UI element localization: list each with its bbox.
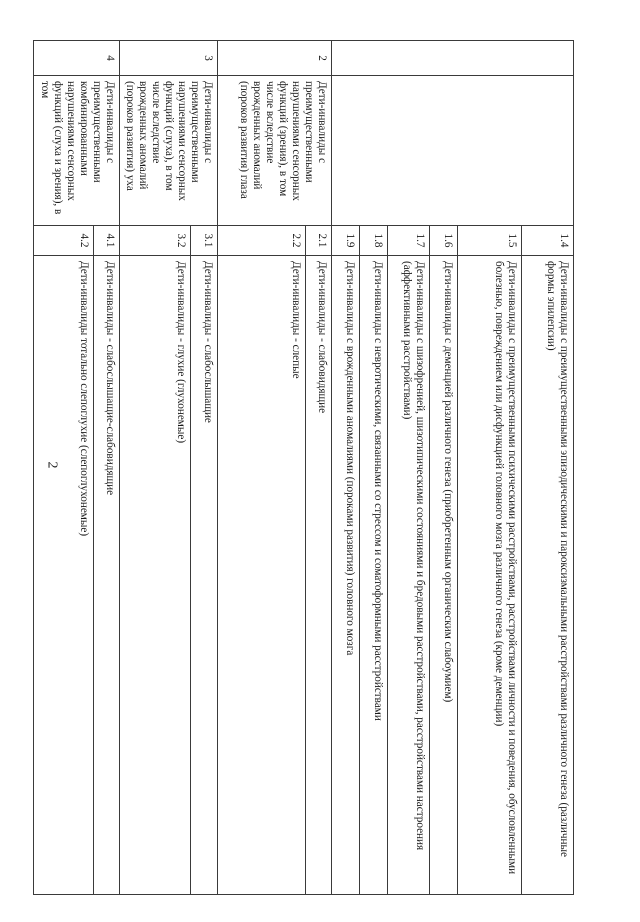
subcategory-number: 2.1 bbox=[306, 226, 332, 256]
group-category-cell: Дети-инвалиды с преимущественными комбинированными нарушениями сенсорных функций (слуха и зрения), в том bbox=[34, 76, 120, 226]
subcategory-description: Дети-инвалиды тотально слепоглухие (слепоглухонемые) bbox=[34, 256, 94, 895]
table-row bbox=[190, 41, 217, 895]
group-number-cell: 4 bbox=[34, 41, 120, 76]
group-category-cell: Дети-инвалиды с преимущественными нарушениями сенсорных функций (зрения), в том числе вследствие врожденных аномалий (пороков развития) глаза bbox=[218, 76, 332, 226]
table-row bbox=[306, 41, 332, 895]
subcategory-description: Дети-инвалиды с преимущественными эпизодическими и пароксизмальными расстройствами различного генеза (различные формы эпилепсии) bbox=[522, 256, 574, 895]
subcategory-description: Дети-инвалиды с невротическими, связанными со стрессом и соматоформными расстройствами bbox=[360, 256, 388, 895]
subcategory-description: Дети-инвалиды - глухие (глухонемые) bbox=[120, 256, 191, 895]
subcategory-description: Дети-инвалиды с деменцией различного генеза (приобретенным органическим слабоумием) bbox=[430, 256, 458, 895]
group-number-cell bbox=[332, 41, 574, 76]
subcategory-number: 2.2 bbox=[218, 226, 306, 256]
table-row bbox=[94, 41, 120, 895]
table-row bbox=[522, 41, 574, 895]
subcategory-number: 3.1 bbox=[190, 226, 217, 256]
subcategory-description: Дети-инвалиды с врожденными аномалиями (пороками развития) головного мозга bbox=[332, 256, 360, 895]
group-category-cell bbox=[332, 76, 574, 226]
rotated-page-content bbox=[39, 40, 574, 894]
subcategory-number: 1.4 bbox=[522, 226, 574, 256]
subcategory-number: 1.8 bbox=[360, 226, 388, 256]
subcategory-description: Дети-инвалиды с преимущественными психическими расстройствами, расстройствами личности и поведения, обусловленными болезнью, повреждением или дисфункцией головного мозга различного генеза (кроме деменции) bbox=[458, 256, 522, 895]
page-number: 2 bbox=[44, 461, 60, 469]
subcategory-number: 1.9 bbox=[332, 226, 360, 256]
subcategory-description: Дети-инвалиды - слабослышащие bbox=[190, 256, 217, 895]
subcategory-description: Дети-инвалиды - слабовидящие bbox=[306, 256, 332, 895]
group-category-cell: Дети-инвалиды с преимущественными нарушениями сенсорных функций (слуха), в том числе вследствие врожденных аномалий (пороков развития) уха bbox=[120, 76, 218, 226]
subcategory-number: 1.6 bbox=[430, 226, 458, 256]
subcategory-number: 3.2 bbox=[120, 226, 191, 256]
subcategory-description: Дети-инвалиды - слабослышащие-слабовидящие bbox=[94, 256, 120, 895]
subcategory-number: 1.5 bbox=[458, 226, 522, 256]
group-number-cell: 2 bbox=[218, 41, 332, 76]
subcategory-number: 4.2 bbox=[34, 226, 94, 256]
subcategory-number: 1.7 bbox=[388, 226, 430, 256]
group-number-cell: 3 bbox=[120, 41, 218, 76]
subcategory-description: Дети-инвалиды - слепые bbox=[218, 256, 306, 895]
subcategory-description: Дети-инвалиды с шизофренией, шизотипическими состояниями и бредовыми расстройствами, расстройствами настроения (аффективными расстройствами) bbox=[388, 256, 430, 895]
disability-category-table bbox=[33, 40, 574, 895]
subcategory-number: 4.1 bbox=[94, 226, 120, 256]
